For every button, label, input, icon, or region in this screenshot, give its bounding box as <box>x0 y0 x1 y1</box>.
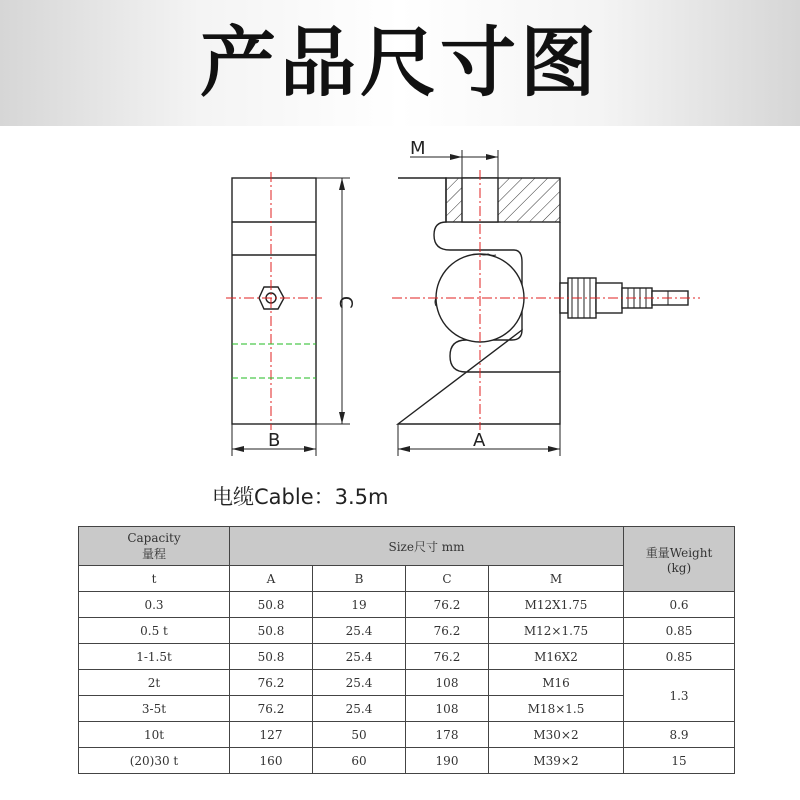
subheader-c: C <box>406 566 489 592</box>
cell-capacity: 1-1.5t <box>79 644 230 670</box>
spec-table <box>78 526 735 774</box>
table-row <box>79 592 735 618</box>
table-header-row <box>79 527 735 566</box>
cell-m: M30×2 <box>489 722 624 748</box>
dim-label-a: A <box>473 430 486 451</box>
dimension-drawing <box>0 126 800 476</box>
capacity-header-en: Capacity <box>127 530 181 545</box>
subheader-m: M <box>489 566 624 592</box>
cell-c: 190 <box>406 748 489 774</box>
cell-b: 19 <box>313 592 406 618</box>
cell-a: 127 <box>230 722 313 748</box>
cell-a: 160 <box>230 748 313 774</box>
table-row <box>79 644 735 670</box>
cell-weight: 0.6 <box>624 592 735 618</box>
size-header: Size尺寸 mm <box>230 527 624 566</box>
table-row <box>79 722 735 748</box>
cell-m: M12X1.75 <box>489 592 624 618</box>
table-row <box>79 748 735 774</box>
cell-a: 76.2 <box>230 670 313 696</box>
cell-m: M16X2 <box>489 644 624 670</box>
page-title: 产品尺寸图 <box>200 18 600 107</box>
cell-c: 108 <box>406 696 489 722</box>
cell-b: 25.4 <box>313 696 406 722</box>
cell-a: 50.8 <box>230 618 313 644</box>
side-view <box>226 172 350 456</box>
front-view <box>392 150 700 456</box>
table-row <box>79 618 735 644</box>
cell-b: 50 <box>313 722 406 748</box>
cable-length-text: 电缆Cable：3.5m <box>212 485 389 509</box>
cell-capacity: (20)30 t <box>79 748 230 774</box>
table-row <box>79 670 735 696</box>
cell-weight: 0.85 <box>624 618 735 644</box>
weight-header <box>624 527 735 592</box>
subheader-b: B <box>313 566 406 592</box>
cell-capacity: 10t <box>79 722 230 748</box>
cell-c: 178 <box>406 722 489 748</box>
cell-b: 60 <box>313 748 406 774</box>
capacity-header <box>79 527 230 566</box>
weight-header-label: 重量Weight <box>645 545 713 560</box>
cell-a: 50.8 <box>230 592 313 618</box>
capacity-header-cn: 量程 <box>141 546 166 561</box>
header-banner <box>0 0 800 126</box>
cell-capacity: 0.3 <box>79 592 230 618</box>
cell-capacity: 3-5t <box>79 696 230 722</box>
cell-a: 50.8 <box>230 644 313 670</box>
cell-capacity: 0.5 t <box>79 618 230 644</box>
cell-m: M18×1.5 <box>489 696 624 722</box>
cell-c: 76.2 <box>406 644 489 670</box>
cell-a: 76.2 <box>230 696 313 722</box>
cell-weight: 8.9 <box>624 722 735 748</box>
cell-m: M16 <box>489 670 624 696</box>
cell-weight: 15 <box>624 748 735 774</box>
cell-c: 76.2 <box>406 592 489 618</box>
subheader-a: A <box>230 566 313 592</box>
dim-label-c: C <box>335 296 356 309</box>
dim-label-m: M <box>410 138 426 159</box>
cell-weight: 1.3 <box>624 670 735 722</box>
cell-m: M39×2 <box>489 748 624 774</box>
dim-label-b: B <box>268 430 281 451</box>
cell-c: 76.2 <box>406 618 489 644</box>
weight-unit: (kg) <box>666 560 692 575</box>
subheader-t: t <box>79 566 230 592</box>
cell-b: 25.4 <box>313 618 406 644</box>
cell-capacity: 2t <box>79 670 230 696</box>
cell-c: 108 <box>406 670 489 696</box>
cell-m: M12×1.75 <box>489 618 624 644</box>
cell-b: 25.4 <box>313 644 406 670</box>
cell-weight: 0.85 <box>624 644 735 670</box>
cell-b: 25.4 <box>313 670 406 696</box>
